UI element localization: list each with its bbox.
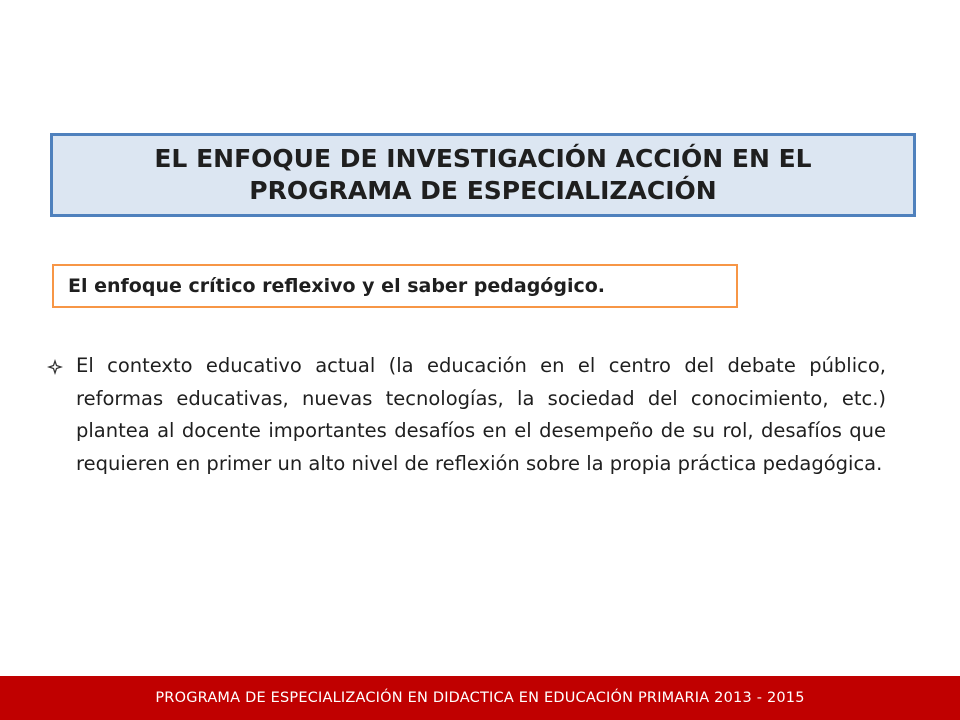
diamond-bullet-icon [46,358,64,376]
bullet-text: El contexto educativo actual (la educación en el centro del debate público, reformas educativas, nuevas tecnologías, la sociedad del conocimiento, etc.) plantea al docente importantes desafíos en el desempeño de su rol, desafíos que requieren en primer un alto nivel de reflexión sobre la propia práctica pedagógica. [76,354,886,475]
title-box [50,133,916,217]
bullet-item [46,350,886,480]
footer-bar [0,676,960,720]
slide-title: EL ENFOQUE DE INVESTIGACIÓN ACCIÓN EN EL PROGRAMA DE ESPECIALIZACIÓN [154,144,812,205]
subtitle-box [52,264,738,308]
bullet-list [46,350,886,480]
slide-subtitle: El enfoque crítico reflexivo y el saber pedagógico. [68,275,606,297]
footer-text: PROGRAMA DE ESPECIALIZACIÓN EN DIDACTICA EN EDUCACIÓN PRIMARIA 2013 - 2015 [155,690,805,706]
